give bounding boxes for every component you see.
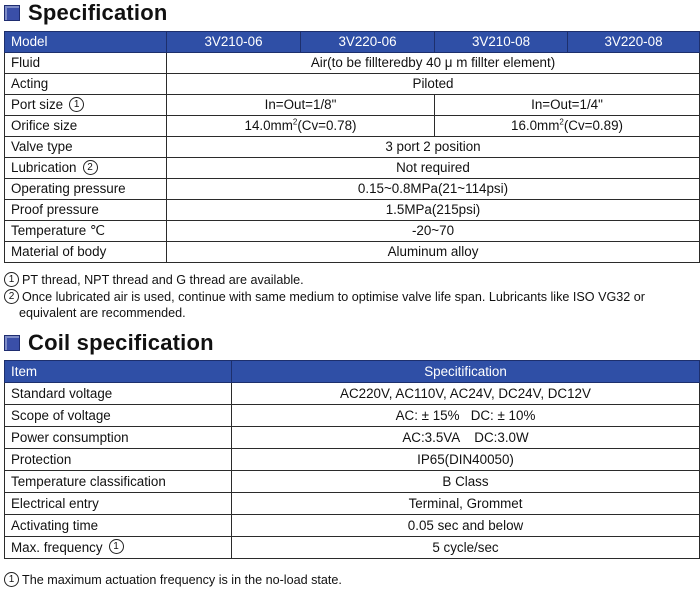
row-label: Port size (11, 97, 64, 112)
spec-title: Specification (28, 0, 168, 25)
row-label: Proof pressure (5, 200, 167, 221)
table-row (5, 137, 700, 158)
row-value: -20~70 (167, 221, 700, 242)
row-value: Piloted (167, 74, 700, 95)
row-label: Valve type (5, 137, 167, 158)
table-row (5, 449, 700, 471)
table-row (5, 242, 700, 263)
row-value: 0.05 sec and below (232, 515, 700, 537)
row-label: Temperature ℃ (5, 221, 167, 242)
row-value: Air(to be fillteredby 40 μ m fillter element) (167, 53, 700, 74)
row-value: Not required (167, 158, 700, 179)
row-label: Orifice size (5, 116, 167, 137)
spec-header: Specitification (232, 361, 700, 383)
table-row (5, 116, 700, 137)
coil-header-row (5, 361, 700, 383)
row-label: Operating pressure (5, 179, 167, 200)
section-bullet-icon (4, 5, 20, 21)
note-text: Once lubricated air is used, continue with same medium to optimise valve life span. Lubricants like ISO VG32 or (22, 290, 645, 304)
table-row (5, 537, 700, 559)
row-value: 3 port 2 position (167, 137, 700, 158)
table-row (5, 405, 700, 427)
note-marker: 1 (109, 539, 124, 554)
coil-title: Coil specification (28, 330, 214, 355)
row-label: Acting (5, 74, 167, 95)
row-label: Temperature classification (5, 471, 232, 493)
spec-note-1 (4, 272, 304, 288)
row-label: Fluid (5, 53, 167, 74)
table-row (5, 493, 700, 515)
row-value: AC: ± 15% DC: ± 10% (232, 405, 700, 427)
row-label: Electrical entry (5, 493, 232, 515)
row-label: Activating time (5, 515, 232, 537)
table-row (5, 200, 700, 221)
note-text: The maximum actuation frequency is in the no-load state. (22, 573, 342, 587)
row-value: AC220V, AC110V, AC24V, DC24V, DC12V (232, 383, 700, 405)
note-marker: 1 (4, 572, 19, 587)
table-row (5, 221, 700, 242)
note-text-cont: equivalent are recommended. (19, 306, 186, 321)
row-label: Material of body (5, 242, 167, 263)
model-header: Model (5, 32, 167, 53)
coil-section-header (4, 330, 214, 356)
note-text: PT thread, NPT thread and G thread are available. (22, 273, 304, 287)
row-value-06: In=Out=1/8" (167, 95, 435, 116)
row-value-06: $14.0mm^2(Cv=0.78)$ (167, 116, 435, 137)
table-row (5, 515, 700, 537)
table-row (5, 179, 700, 200)
row-value: Terminal, Grommet (232, 493, 700, 515)
row-label: Protection (5, 449, 232, 471)
table-row (5, 158, 700, 179)
model-3v210-08: 3V210-08 (435, 32, 568, 53)
spec-table (4, 31, 700, 263)
row-label-max-frequency (5, 537, 232, 559)
row-value: AC:3.5VA DC:3.0W (232, 427, 700, 449)
note-marker: 1 (69, 97, 84, 112)
table-row (5, 74, 700, 95)
note-marker: 2 (83, 160, 98, 175)
row-value: B Class (232, 471, 700, 493)
row-label: Scope of voltage (5, 405, 232, 427)
row-label: Power consumption (5, 427, 232, 449)
row-value: Aluminum alloy (167, 242, 700, 263)
table-row (5, 95, 700, 116)
row-value: IP65(DIN40050) (232, 449, 700, 471)
row-value-08: In=Out=1/4" (435, 95, 700, 116)
table-row (5, 427, 700, 449)
table-row (5, 383, 700, 405)
table-row (5, 471, 700, 493)
row-value: 5 cycle/sec (232, 537, 700, 559)
section-bullet-icon (4, 335, 20, 351)
row-value-08: $16.0mm^2(Cv=0.89)$ (435, 116, 700, 137)
note-marker: 1 (4, 272, 19, 287)
spec-section-header (4, 0, 168, 26)
coil-note-1 (4, 572, 342, 588)
row-label: Lubrication (11, 160, 77, 175)
coil-table (4, 360, 700, 559)
model-3v220-08: 3V220-08 (568, 32, 700, 53)
row-label: Standard voltage (5, 383, 232, 405)
row-value: 1.5MPa(215psi) (167, 200, 700, 221)
note-marker: 2 (4, 289, 19, 304)
table-row (5, 53, 700, 74)
row-label: Max. frequency (11, 539, 103, 555)
spec-note-2 (4, 289, 645, 321)
row-label-lubrication (5, 158, 167, 179)
row-label-port-size (5, 95, 167, 116)
row-value: 0.15~0.8MPa(21~114psi) (167, 179, 700, 200)
item-header: Item (5, 361, 232, 383)
model-3v210-06: 3V210-06 (167, 32, 301, 53)
spec-header-row (5, 32, 700, 53)
model-3v220-06: 3V220-06 (301, 32, 435, 53)
